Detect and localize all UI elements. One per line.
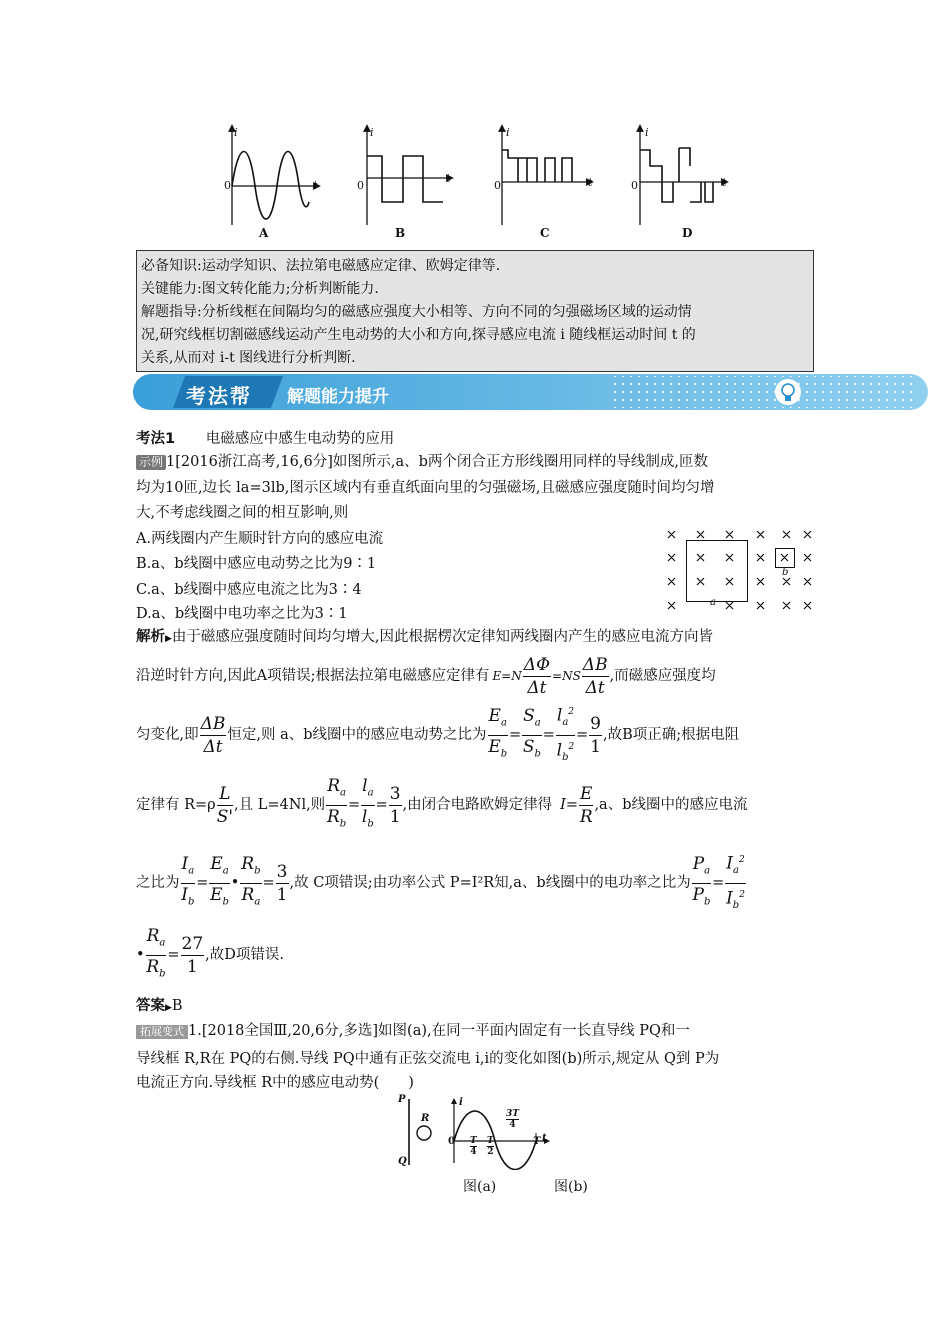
answer-tag: 答案	[136, 998, 165, 1014]
loop-r	[417, 1126, 431, 1140]
fig-p-label: P	[398, 1094, 406, 1105]
caption-a: 图(a)	[463, 1179, 497, 1195]
example-line-1	[136, 452, 708, 472]
analysis-text-3c: ,故B项正确;根据电阻	[603, 727, 740, 743]
analysis-line-5: 之比为 $\frac{I_a}{I_b}$ = $\frac{E_a}{E_b}$ • $\frac{R_b}{R_a}$ = $\frac{3}{1}$ ,故 C项错误;由功率公式 P=I²R知,a、b线圈中的电功率之比为 $\frac{P_a}{P_b}$ = $\frac{I_a^2}{I_b^2}$	[136, 855, 747, 911]
fig-t2-num: T	[487, 1136, 494, 1146]
extension-tag: 拓展变式	[136, 1025, 188, 1039]
graph-d-i-label: i	[645, 126, 649, 139]
knowledge-line-2: 关键能力:图文转化能力;分析判断能力.	[141, 281, 379, 297]
analysis-line-6: • $\frac{R_a}{R_b}$ = $\frac{27}{1}$ ,故D项错误.	[136, 926, 284, 979]
fig-origin: 0	[448, 1136, 455, 1147]
option-graphs	[215, 120, 735, 245]
fig-t-label: t	[542, 1133, 547, 1144]
example-option-a: A.两线圈内产生顺时针方向的感应电流	[136, 531, 384, 547]
fig-t2-frac	[487, 1136, 494, 1157]
analysis-text-4c: ,由闭合电路欧姆定律得	[402, 797, 553, 813]
analysis-line-3: 匀变化,即 $\frac{\Delta B}{\Delta t}$ 恒定,则 a、b线圈中的感应电动势之比为 $\frac{E_a}{E_b}$ = $\frac{S_a}{S_b}$ = $\frac{l_a^2}{l_b^2}$ = $\frac{9}{1}$ ,故B项正确;根据电阻	[136, 710, 739, 760]
analysis-tag: 解析	[136, 629, 165, 645]
example-line-2: 均为10匝,边长 la=3lb,图示区域内有垂直纸面向里的匀强磁场,且磁感应强度随时间均匀增	[136, 480, 715, 496]
graph-a-t-label: t	[313, 179, 318, 192]
analysis-text-2b: ,而磁感应强度均	[609, 668, 716, 684]
example-line-3: 大,不考虑线圈之间的相互影响,则	[136, 505, 349, 521]
graph-c-t-label: t	[588, 176, 593, 189]
analysis-text-2a: 沿逆时针方向,因此A项错误;根据法拉第电磁感应定律有	[136, 668, 490, 684]
analysis-line-2: 沿逆时针方向,因此A项错误;根据法拉第电磁感应定律有 E=N $\frac{\Delta\Phi}{\Delta t}$ =NS $\frac{\Delta B}{\Delta t}$ ,而磁感应强度均	[136, 654, 716, 698]
graph-b	[367, 128, 450, 225]
fig-T-label: T	[533, 1136, 541, 1147]
field-crosses	[664, 526, 814, 610]
analysis-text-5a: 之比为	[136, 875, 180, 891]
extension-line-3: 电流正方向.导线框 R中的感应电动势( )	[136, 1075, 414, 1091]
analysis-line-4: 定律有 R=ρ $\frac{L}{S'}$ ,且 L=4Nl,则 $\frac{R_a}{R_b}$ = $\frac{l_a}{l_b}$ = $\frac{3}{1}$ ,由闭合电路欧姆定律得 I= $\frac{E}{R}$ ,a、b线圈中的感应电流	[136, 776, 748, 829]
graph-label-d: D	[682, 226, 693, 240]
fig-t4-frac	[470, 1136, 477, 1157]
fig-i-label: i	[459, 1097, 463, 1108]
fig-r-label: R	[421, 1113, 430, 1124]
graph-a	[232, 128, 317, 225]
answer-line: 答案▶B	[136, 998, 183, 1014]
analysis-line-1: 解析▶由于磁感应强度随时间均匀增大,因此根据楞次定律知两线圈内产生的感应电流方向皆	[136, 629, 714, 645]
banner-title: 考法帮	[186, 384, 252, 408]
fig-3t4-den: 4	[509, 1120, 516, 1130]
graph-d-origin: 0	[631, 179, 638, 192]
banner-subtitle: 解题能力提升	[287, 387, 389, 407]
section-banner	[133, 374, 928, 410]
example-option-b: B.a、b线圈中感应电动势之比为9∶1	[136, 556, 377, 572]
extension-line-1	[136, 1021, 690, 1041]
graph-label-a: A	[259, 226, 269, 240]
analysis-text-5b: ,故 C项错误;由功率公式 P=I²R知,a、b线圈中的电功率之比为	[289, 875, 691, 891]
graph-label-b: B	[395, 226, 406, 240]
example-option-d: D.a、b线圈中电功率之比为3∶1	[136, 606, 348, 622]
knowledge-line-1: 必备知识:运动学知识、法拉第电磁感应定律、欧姆定律等.	[141, 258, 501, 274]
extension-text-1: 1.[2018全国Ⅲ,20,6分,多选]如图(a),在同一平面内固定有一长直导线 PQ和一	[188, 1023, 690, 1039]
graph-d-t-label: t	[722, 176, 727, 189]
analysis-text-3b: 恒定,则 a、b线圈中的感应电动势之比为	[227, 727, 487, 743]
analysis-text-4b: ,且 L=4Nl,则	[234, 797, 326, 813]
graph-label-c: C	[540, 226, 550, 240]
caption-b: 图(b)	[554, 1179, 588, 1195]
fig-t4-num: T	[470, 1136, 477, 1146]
fig-3t4-num: 3T	[506, 1109, 519, 1119]
graph-d	[640, 128, 725, 225]
knowledge-line-3: 解题指导:分析线框在间隔均匀的磁感应强度大小相等、方向不同的匀强磁场区域的运动情	[141, 304, 692, 320]
answer-value: B	[171, 998, 183, 1014]
coil-a-label: a	[710, 597, 716, 608]
figure-a-b	[395, 1095, 560, 1170]
graph-b-i-label: i	[370, 126, 374, 139]
graph-c	[502, 128, 593, 225]
graph-b-t-label: t	[446, 172, 451, 185]
method-label: 考法1	[136, 431, 176, 447]
coil-b-label: b	[782, 567, 789, 578]
analysis-text-6: ,故D项错误.	[205, 947, 284, 963]
graph-c-i-label: i	[506, 126, 510, 139]
fig-3t4-frac	[506, 1109, 519, 1130]
analysis-text-4d: ,a、b线圈中的感应电流	[594, 797, 748, 813]
graph-a-origin: 0	[224, 179, 231, 192]
fig-t4-den: 4	[470, 1147, 477, 1157]
graph-a-i-label: i	[234, 126, 238, 139]
fig-q-label: Q	[398, 1156, 407, 1167]
graph-b-origin: 0	[357, 179, 364, 192]
knowledge-line-4: 况,研究线框切割磁感线运动产生电动势的大小和方向,探寻感应电流 i 随线框运动时间 t 的	[141, 327, 696, 343]
example-option-c: C.a、b线圈中感应电流之比为3∶4	[136, 582, 362, 598]
analysis-text-3a: 匀变化,即	[136, 727, 199, 743]
method-heading	[136, 429, 394, 449]
method-title: 电磁感应中感生电动势的应用	[205, 431, 395, 447]
knowledge-line-5: 关系,从而对 i-t 图线进行分析判断.	[141, 350, 356, 366]
extension-line-2: 导线框 R,R在 PQ的右侧.导线 PQ中通有正弦交流电 i,i的变化如图(b)所示,规定从 Q到 P为	[136, 1051, 720, 1067]
analysis-text-1: 由于磁感应强度随时间均匀增大,因此根据楞次定律知两线圈内产生的感应电流方向皆	[171, 629, 714, 645]
knowledge-box	[136, 250, 814, 372]
example-text-1: 1[2016浙江高考,16,6分]如图所示,a、b两个闭合正方形线圈用同样的导线制成,匝数	[166, 454, 708, 470]
graph-c-origin: 0	[494, 179, 501, 192]
fig-t2-den: 2	[487, 1147, 494, 1157]
example-tag: 示例	[136, 455, 166, 470]
analysis-text-4a: 定律有 R=ρ	[136, 797, 216, 813]
